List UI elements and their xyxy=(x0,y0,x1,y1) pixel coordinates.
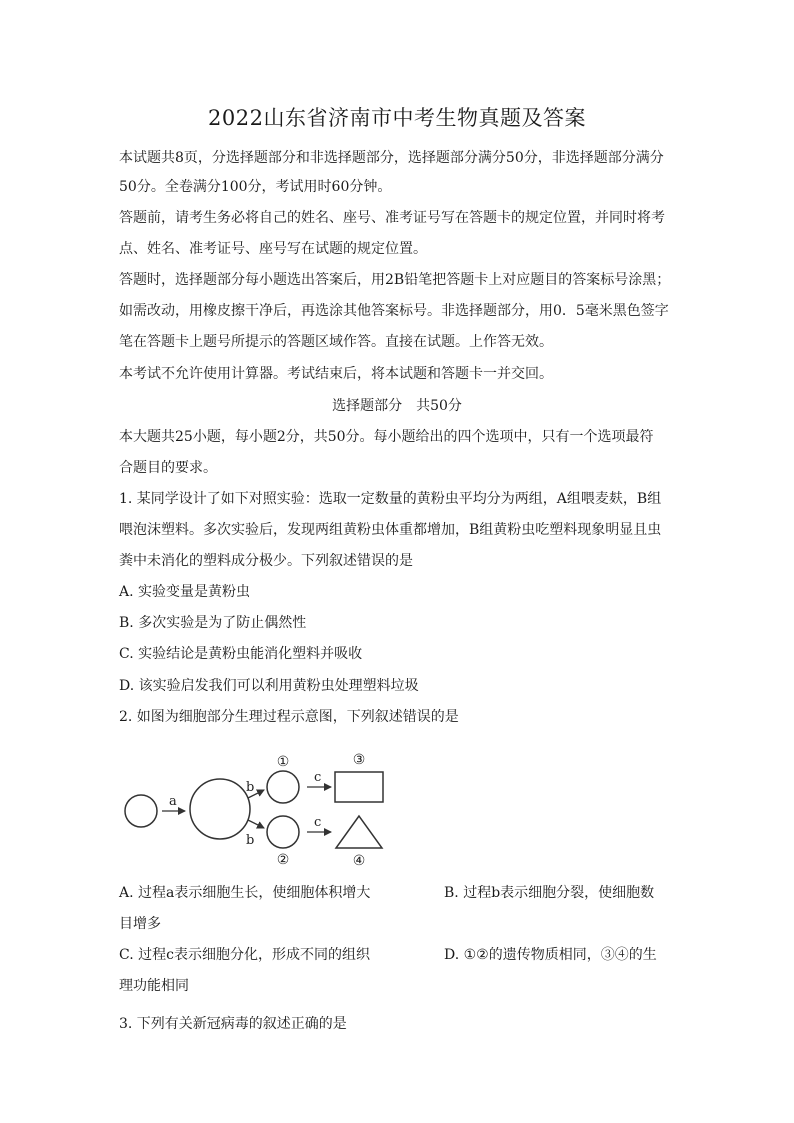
label-c-top: c xyxy=(314,770,322,785)
q2-option-d: D. ①②的遗传物质相同，③④的生 xyxy=(444,947,657,963)
q1-option-b: B. 多次实验是为了防止偶然性 xyxy=(119,615,307,631)
intro-line: 点、姓名、准考证号、座号写在试题的规定位置。 xyxy=(119,241,427,257)
cell-2 xyxy=(267,816,299,848)
intro-line: 答题前，请考生务必将自己的姓名、座号、准考证号写在答题卡的规定位置，并同时将考 xyxy=(119,210,665,226)
q2-stem: 2. 如图为细胞部分生理过程示意图，下列叙述错误的是 xyxy=(119,709,459,725)
small-cell xyxy=(125,795,157,827)
q2-option-b: B. 过程b表示细胞分裂，使细胞数 xyxy=(444,885,655,901)
intro-line: 本试题共8页，分选择题部分和非选择题部分，选择题部分满分50分，非选择题部分满分 xyxy=(119,150,664,166)
number-1: ① xyxy=(276,754,290,770)
grown-cell xyxy=(190,779,250,839)
section-desc-line: 本大题共25小题，每小题2分，共50分。每小题给出的四个选项中，只有一个选项最符 xyxy=(119,429,654,445)
number-2: ② xyxy=(276,852,290,868)
tissue-triangle xyxy=(336,816,382,848)
arrow-b-bottom xyxy=(248,820,264,828)
section-title: 选择题部分 共50分 xyxy=(332,398,462,414)
intro-line: 笔在答题卡上题号所提示的答题区域作答。直接在试题。上作答无效。 xyxy=(119,334,553,350)
cell-process-diagram xyxy=(118,748,398,872)
q3-stem: 3. 下列有关新冠病毒的叙述正确的是 xyxy=(119,1016,347,1032)
q2-option-b-cont: 目增多 xyxy=(119,916,161,932)
q1-stem-line: 粪中未消化的塑料成分极少。下列叙述错误的是 xyxy=(119,553,413,569)
label-b-bottom: b xyxy=(246,833,255,848)
q2-option-c: C. 过程c表示细胞分化，形成不同的组织 xyxy=(119,947,370,963)
intro-line: 本考试不允许使用计算器。考试结束后，将本试题和答题卡一并交回。 xyxy=(119,366,553,382)
q1-stem-line: 1. 某同学设计了如下对照实验：选取一定数量的黄粉虫平均分为两组，A组喂麦麸，B组 xyxy=(119,491,662,507)
q2-option-a: A. 过程a表示细胞生长，使细胞体积增大 xyxy=(119,885,371,901)
label-a: a xyxy=(169,794,177,809)
intro-line: 答题时，选择题部分每小题选出答案后，用2B铅笔把答题卡上对应题目的答案标号涂黑； xyxy=(119,272,671,288)
q1-option-a: A. 实验变量是黄粉虫 xyxy=(119,584,251,600)
page-title: 2022山东省济南市中考生物真题及答案 xyxy=(208,106,586,130)
label-c-bottom: c xyxy=(314,815,322,830)
number-4: ④ xyxy=(352,853,366,869)
section-desc-line: 合题目的要求。 xyxy=(119,460,217,476)
q2-option-d-cont: 理功能相同 xyxy=(119,978,189,994)
q1-stem-line: 喂泡沫塑料。多次实验后，发现两组黄粉虫体重都增加，B组黄粉虫吃塑料现象明显且虫 xyxy=(119,522,662,538)
cell-1 xyxy=(267,771,299,803)
label-b-top: b xyxy=(246,780,255,795)
tissue-rectangle xyxy=(335,772,383,802)
number-3: ③ xyxy=(352,752,366,768)
intro-line: 如需改动，用橡皮擦干净后，再选涂其他答案标号。非选择题部分，用0．5毫米黑色签字 xyxy=(119,303,669,319)
q1-option-c: C. 实验结论是黄粉虫能消化塑料并吸收 xyxy=(119,646,363,662)
intro-line: 50分。全卷满分100分，考试用时60分钟。 xyxy=(119,179,392,195)
q1-option-d: D. 该实验启发我们可以利用黄粉虫处理塑料垃圾 xyxy=(119,678,419,694)
